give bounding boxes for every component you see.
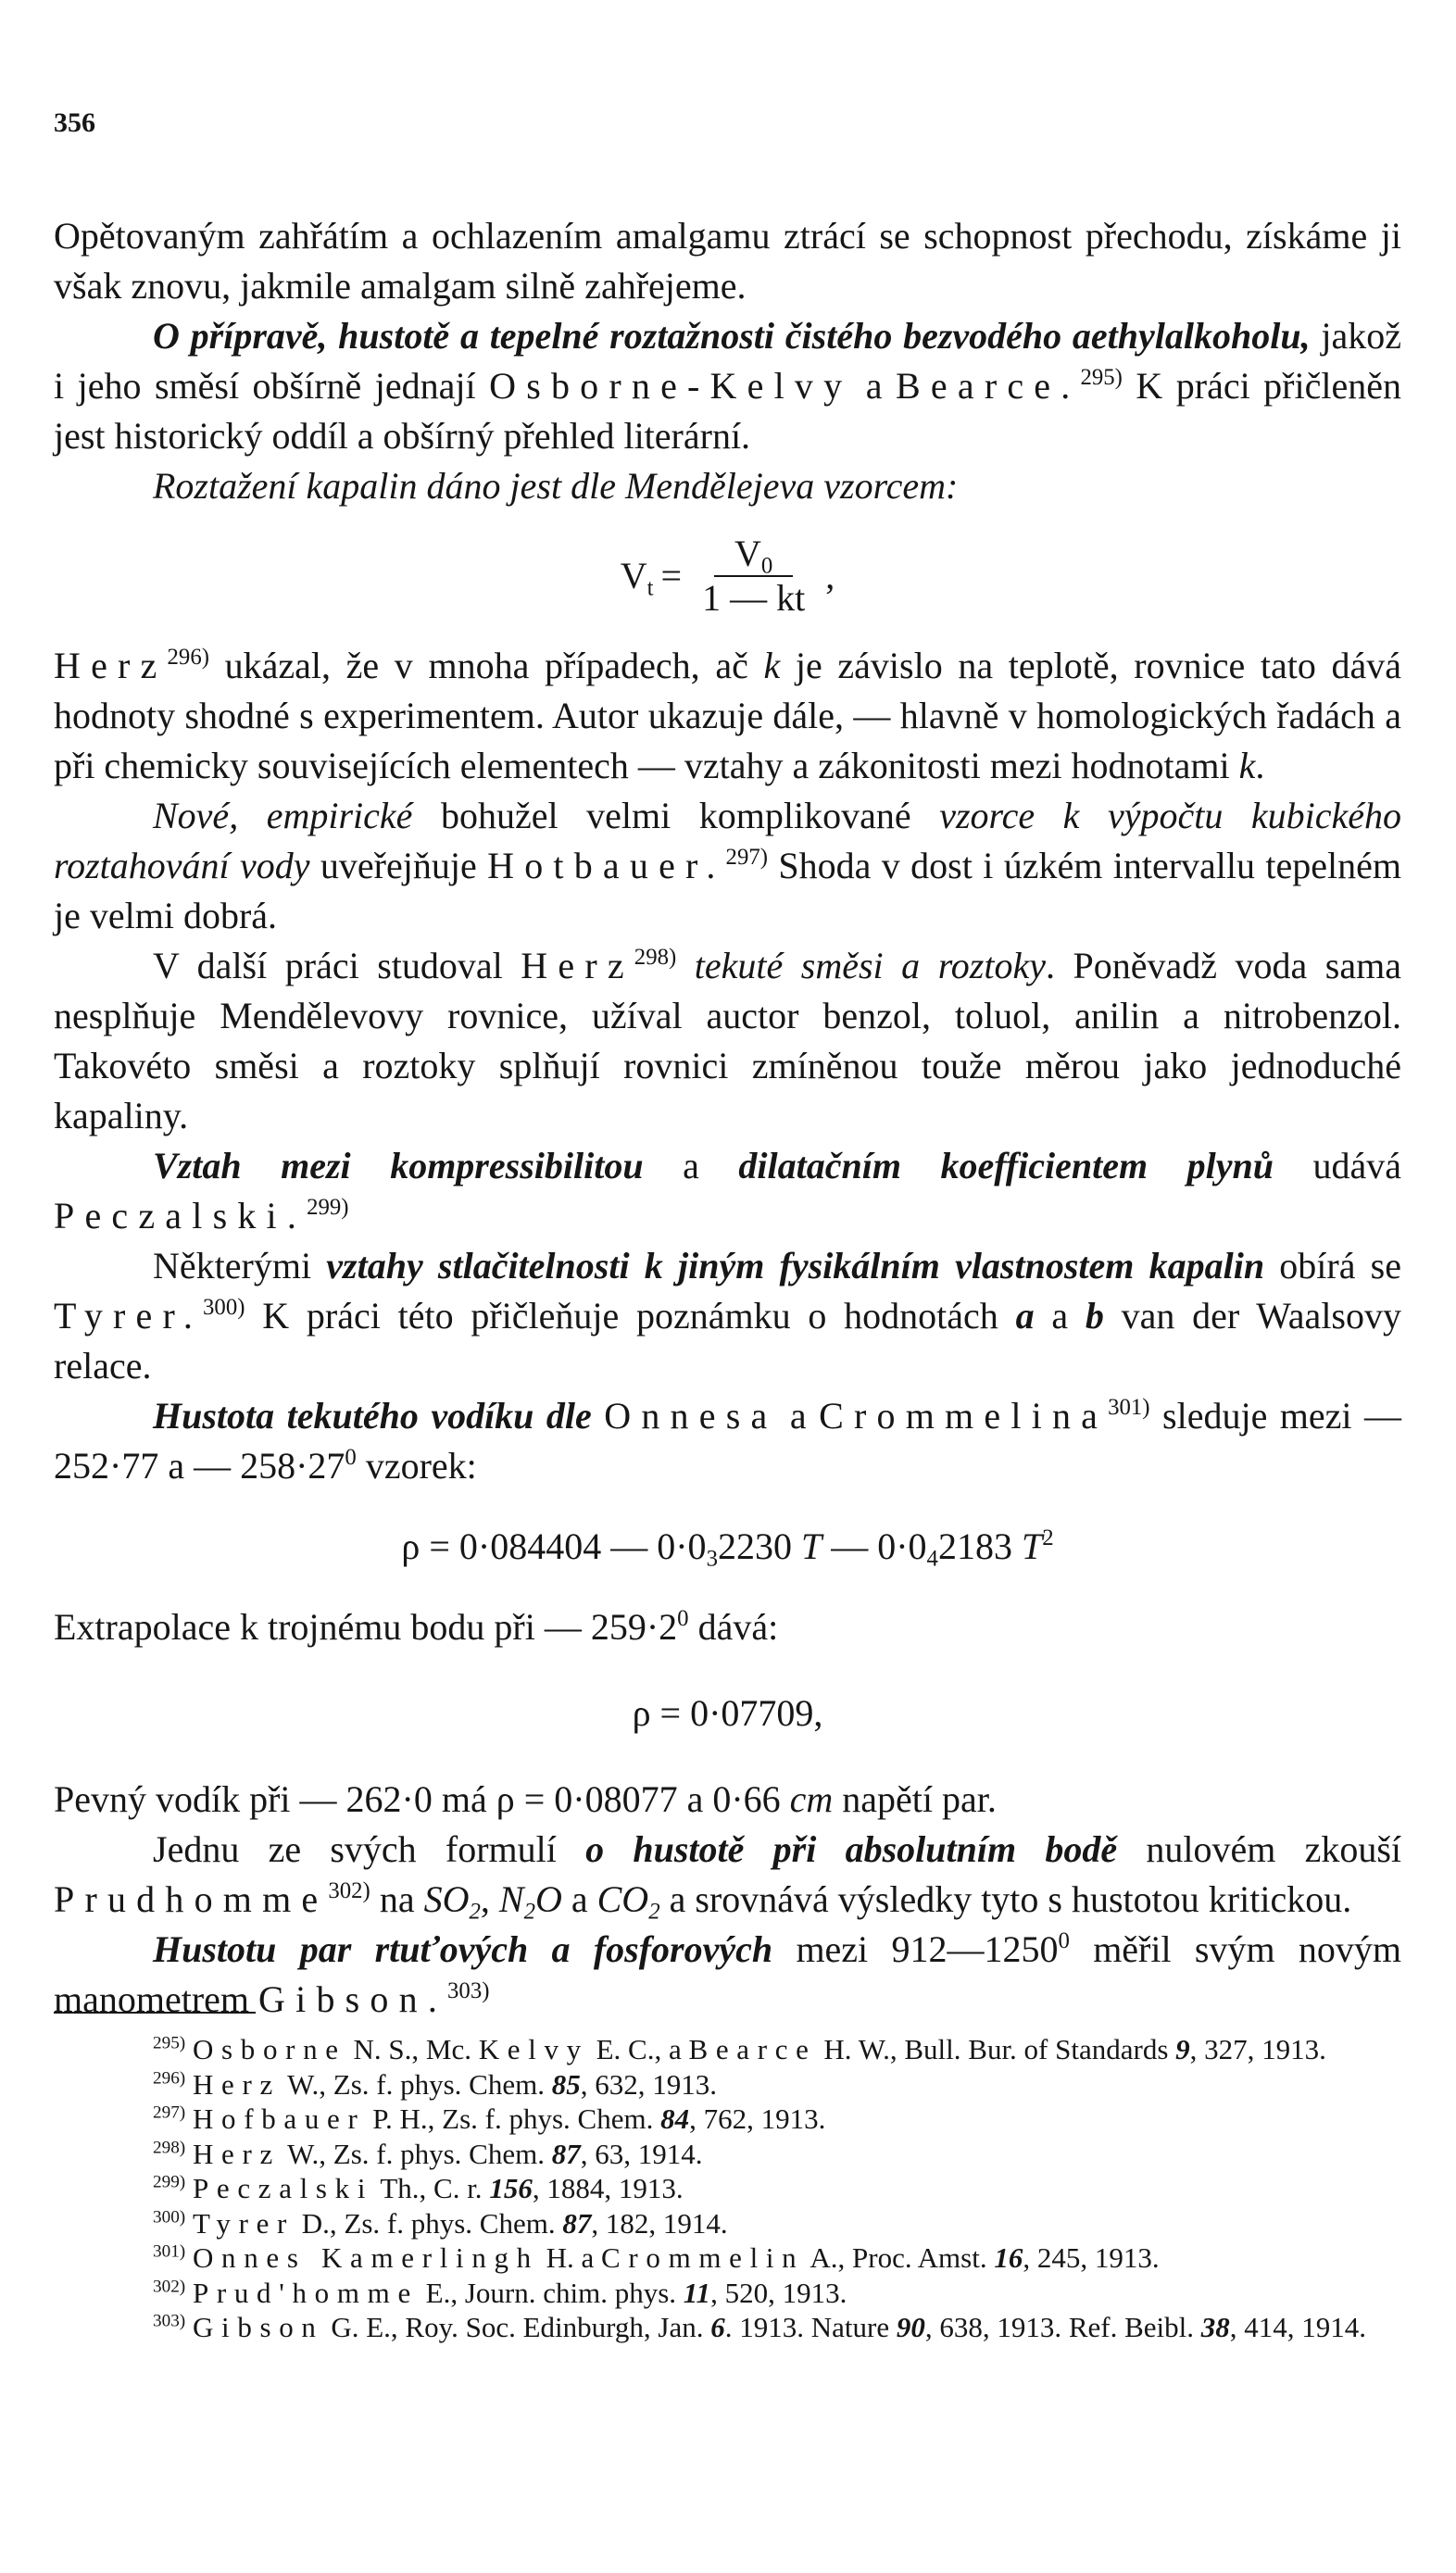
subscript: 2 — [469, 1899, 481, 1925]
equation-lhs — [621, 551, 654, 601]
footnote-number: 301) — [153, 2241, 186, 2262]
subscript: 2 — [648, 1899, 660, 1925]
text: , 182, 1914. — [591, 2206, 728, 2240]
expansion-intro-text: Roztažení kapalin dáno jest dle Mendělejeva vzorcem: — [153, 465, 959, 507]
footnote-number: 303) — [153, 2311, 186, 2331]
text: obírá se — [1264, 1245, 1402, 1286]
ethanol-topic: O přípravě, hustotě a tepelné roztažnosti čistého bezvodého aethylalkoholu, — [153, 315, 1311, 357]
subscript: 3 — [706, 1546, 718, 1572]
equation-part: 2230 — [717, 1525, 801, 1567]
text: , 63, 1914. — [580, 2137, 703, 2170]
text: N. S., Mc. — [345, 2033, 479, 2065]
footnote-number: 296) — [153, 2067, 186, 2088]
text: na — [370, 1878, 424, 1920]
text: V další práci studoval — [153, 945, 521, 986]
author-name: Peczalski — [192, 2172, 374, 2204]
text: a — [561, 1878, 597, 1920]
volume: 87 — [551, 2137, 581, 2170]
symbol: V — [734, 533, 761, 574]
author-name: Herz — [192, 2067, 281, 2101]
volume: 85 — [551, 2067, 581, 2101]
footnote-ref[interactable]: 301) — [1108, 1395, 1150, 1421]
footnote-301 — [54, 2240, 1401, 2276]
subscript: 4 — [926, 1546, 938, 1572]
subscript: t — [646, 575, 654, 601]
text: K práci přičleněn jest historický oddíl a obšírný přehled literární. — [54, 365, 1401, 457]
variable: k — [1238, 745, 1256, 786]
emphasis: Nové, empirické — [153, 795, 413, 836]
paragraph-expansion-intro — [54, 461, 1401, 511]
author-name: Bearce — [688, 2033, 817, 2065]
footnote-number: 297) — [153, 2102, 186, 2123]
footnote-ref[interactable]: 302) — [328, 1878, 370, 1904]
volume: 9 — [1175, 2033, 1190, 2065]
paragraph-gibson — [54, 1925, 1401, 2025]
text: E., Journ. chim. phys. — [418, 2276, 684, 2309]
formula — [498, 1878, 562, 1925]
text: P. H., Zs. f. phys. Chem. — [365, 2102, 661, 2135]
variable: T — [800, 1525, 822, 1567]
author-name: Osborne — [192, 2033, 346, 2065]
equation-part: ρ = 0·07709, — [632, 1692, 823, 1734]
volume: 84 — [660, 2102, 690, 2135]
fraction — [695, 533, 812, 620]
footnote-ref[interactable]: 303) — [447, 1978, 490, 2004]
formula-part: CO — [596, 1878, 649, 1920]
footnote-295 — [54, 2032, 1401, 2067]
author-name: Gibson — [192, 2311, 324, 2343]
footnote-ref[interactable]: 296) — [167, 645, 209, 671]
text: napětí par. — [833, 1778, 997, 1820]
footnote-300 — [54, 2206, 1401, 2241]
text: a — [643, 1145, 739, 1186]
author-name: Hofbauer — [192, 2102, 366, 2135]
paragraph-compressibility — [54, 1141, 1401, 1241]
formula-part: O — [534, 1878, 562, 1920]
author-name: Tyrer — [192, 2206, 295, 2240]
text: Pevný vodík při — 262·0 má ρ = 0·08077 a 0·66 — [54, 1778, 790, 1820]
emphasis: Vztah mezi kompressibilitou — [153, 1145, 644, 1186]
formula-part: SO — [423, 1878, 470, 1920]
author-name: Crommelina — [819, 1395, 1109, 1437]
text: E. C., a — [588, 2033, 689, 2065]
text: A., Proc. Amst. — [804, 2241, 995, 2274]
footnote-number: 300) — [153, 2206, 186, 2227]
degree: 0 — [1058, 1928, 1070, 1954]
text: a — [777, 1395, 820, 1437]
text: a srovnává výsledky tyto s hustotou kritickou. — [659, 1878, 1352, 1920]
emphasis: vzorce k výpočtu kubického roztahování vody — [54, 795, 1401, 886]
text: mezi 912—1250 — [772, 1928, 1059, 1970]
paragraph-tyrer — [54, 1241, 1401, 1391]
author-name: Bearce. — [896, 365, 1081, 407]
emphasis: vztahy stlačitelnosti k jiným fysikálním vlastnostem kapalin — [326, 1245, 1265, 1286]
body-text — [54, 211, 1401, 2025]
text: vzorek: — [356, 1445, 477, 1487]
equation-part: — 0·0 — [822, 1525, 927, 1567]
formula — [596, 1878, 660, 1925]
footnote-number: 298) — [153, 2137, 186, 2157]
degree: 0 — [677, 1606, 689, 1632]
paragraph-mixtures — [54, 941, 1401, 1141]
emphasis: o hustotě při absolutním bodě — [585, 1828, 1118, 1870]
variable: T — [1021, 1525, 1043, 1567]
mendeleev-equation — [54, 517, 1401, 635]
footnote-divider — [54, 2012, 256, 2014]
text: H. a — [538, 2241, 602, 2274]
author-name: Prud'homme — [192, 2276, 419, 2309]
footnotes — [54, 2032, 1401, 2345]
text: a — [1034, 1295, 1086, 1337]
variable: b — [1085, 1295, 1104, 1337]
volume: 16 — [994, 2241, 1023, 2274]
text: , 327, 1913. — [1189, 2033, 1326, 2065]
emphasis: Hustota tekutého vodíku dle — [153, 1395, 592, 1437]
footnote-ref[interactable]: 297) — [725, 845, 768, 871]
emphasis: tekuté směsi a roztoky — [676, 945, 1046, 986]
variable: a — [1015, 1295, 1035, 1337]
author-name: Hotbauer. — [487, 845, 726, 886]
author-name: Crommelin — [601, 2241, 805, 2274]
text: sleduje mezi — 252·77 a — 258·27 — [54, 1395, 1402, 1487]
equals-sign: = — [660, 555, 683, 596]
author-name: Gibson. — [258, 1978, 448, 2020]
text — [592, 1395, 604, 1437]
text: , 245, 1913. — [1023, 2241, 1160, 2274]
author-name: Peczalski. — [54, 1195, 308, 1236]
text: . Poněvadž voda sama nesplňuje Mendělevovy rovnice, užíval auctor benzol, toluol, anilin a nitrobenzol. Takovéto směsi a roztoky splňují rovnici zmíněnou touže měrou jako jednoduché kapaliny. — [54, 945, 1401, 1136]
footnote-299 — [54, 2171, 1401, 2206]
paragraph-hydrogen — [54, 1391, 1401, 1491]
text: van der Waalsovy relace. — [54, 1295, 1401, 1387]
density-equation — [54, 1491, 1401, 1602]
text: Extrapolace k trojnému bodu při — 259·2 — [54, 1606, 678, 1648]
footnote-296 — [54, 2067, 1401, 2102]
text: dává: — [688, 1606, 779, 1648]
author-name: Onnesa — [604, 1395, 778, 1437]
text: ukázal, že v mnoha případech, ač — [208, 645, 764, 686]
author-name: Onnes Kamerlingh — [192, 2241, 539, 2274]
footnote-number: 295) — [153, 2033, 186, 2053]
text: , 1884, 1913. — [532, 2172, 684, 2204]
variable: k — [763, 645, 781, 686]
formula-part: N — [498, 1878, 524, 1920]
author-name: Tyrer. — [54, 1295, 204, 1337]
text: G. E., Roy. Soc. Edinburgh, Jan. — [323, 2311, 711, 2343]
text: , 632, 1913. — [580, 2067, 717, 2101]
page-number: 356 — [54, 107, 95, 138]
unit: cm — [789, 1778, 834, 1820]
text: , 414, 1914. — [1229, 2311, 1366, 2343]
text: H. W., Bull. Bur. of Standards — [816, 2033, 1176, 2065]
footnote-302 — [54, 2276, 1401, 2311]
text: nulovém zkouší — [1117, 1828, 1401, 1870]
subscript: 2 — [523, 1899, 535, 1925]
author-name: Osborne-Kelvy — [489, 365, 853, 407]
emphasis: dilatačním koefficientem plynů — [738, 1145, 1274, 1186]
volume: 38 — [1200, 2311, 1230, 2343]
text: uveřejňuje — [309, 845, 488, 886]
text: udává — [1273, 1145, 1402, 1186]
subscript: 0 — [760, 553, 773, 579]
footnote-ref[interactable]: 298) — [634, 945, 677, 971]
paragraph-amalgam-text: Opětovaným zahřátím a ochlazením amalgamu ztrácí se schopnost přechodu, získáme ji však znovu, jakmile amalgam silně zahřejeme. — [54, 215, 1401, 307]
text: Některými — [153, 1245, 327, 1286]
paragraph-prudhomme — [54, 1825, 1401, 1925]
footnote-number: 299) — [153, 2172, 186, 2192]
text: , 520, 1913. — [710, 2276, 847, 2309]
text: bohužel velmi komplikované — [412, 795, 940, 836]
text: jakož i jeho směsí obšírně jednají — [54, 315, 1401, 407]
triple-point-equation — [54, 1652, 1401, 1775]
footnote-ref[interactable]: 295) — [1080, 365, 1123, 391]
exponent: 2 — [1042, 1525, 1054, 1551]
equation-part: 2183 — [937, 1525, 1022, 1567]
paragraph-herz — [54, 641, 1401, 791]
degree: 0 — [345, 1445, 357, 1471]
text: Jednu ze svých formulí — [153, 1828, 586, 1870]
text: , 638, 1913. Ref. Beibl. — [924, 2311, 1201, 2343]
footnote-ref[interactable]: 299) — [307, 1195, 349, 1221]
text: . — [1255, 745, 1265, 786]
text: W., Zs. f. phys. Chem. — [280, 2067, 552, 2101]
author-name: Herz — [54, 645, 168, 686]
author-name: Prudhomme — [54, 1878, 329, 1920]
formula — [423, 1878, 481, 1925]
volume: 156 — [489, 2172, 533, 2204]
volume: 11 — [683, 2276, 711, 2309]
denominator: 1 — kt — [702, 577, 806, 619]
paragraph-extrapolation — [54, 1602, 1401, 1652]
text: , 762, 1913. — [689, 2102, 826, 2135]
equation-part: ρ = 0·084404 — 0·0 — [401, 1525, 707, 1567]
paragraph-amalgam — [54, 211, 1401, 311]
volume: 87 — [562, 2206, 592, 2240]
author-name: Kelvy — [478, 2033, 589, 2065]
text: . 1913. Nature — [724, 2311, 897, 2343]
text: K práci této přičleňuje poznámku o hodnotách — [245, 1295, 1016, 1337]
footnote-303 — [54, 2310, 1401, 2345]
paragraph-ethanol — [54, 311, 1401, 461]
text: měřil svým novým manometrem — [54, 1928, 1401, 2020]
author-name: Herz — [192, 2137, 281, 2170]
text: je závislo na teplotě, rovnice tato dává hodnoty shodné s experimentem. Autor ukazuje dále, — hlavně v homologických řadách a při chemicky souvisejících elementech — vztahy a zákonitosti mezi hodnotami — [54, 645, 1402, 786]
text: W., Zs. f. phys. Chem. — [280, 2137, 552, 2170]
numerator — [714, 533, 793, 577]
text: a — [852, 365, 897, 407]
text: D., Zs. f. phys. Chem. — [295, 2206, 563, 2240]
footnote-number: 302) — [153, 2276, 186, 2296]
footnote-298 — [54, 2137, 1401, 2172]
paragraph-hotbauer — [54, 791, 1401, 941]
equation-comma: , — [825, 555, 835, 596]
volume: 90 — [896, 2311, 925, 2343]
author-name: Herz — [521, 945, 634, 986]
volume: 6 — [710, 2311, 725, 2343]
paragraph-solid-hydrogen — [54, 1775, 1401, 1825]
text: Shoda v dost i úzkém intervallu tepelném je velmi dobrá. — [54, 845, 1402, 936]
emphasis: Hustotu par rtuťových a fosforových — [153, 1928, 773, 1970]
text: , — [480, 1878, 499, 1920]
symbol: V — [620, 555, 647, 596]
footnote-ref[interactable]: 300) — [203, 1295, 245, 1321]
text: Th., C. r. — [373, 2172, 490, 2204]
footnote-297 — [54, 2102, 1401, 2137]
